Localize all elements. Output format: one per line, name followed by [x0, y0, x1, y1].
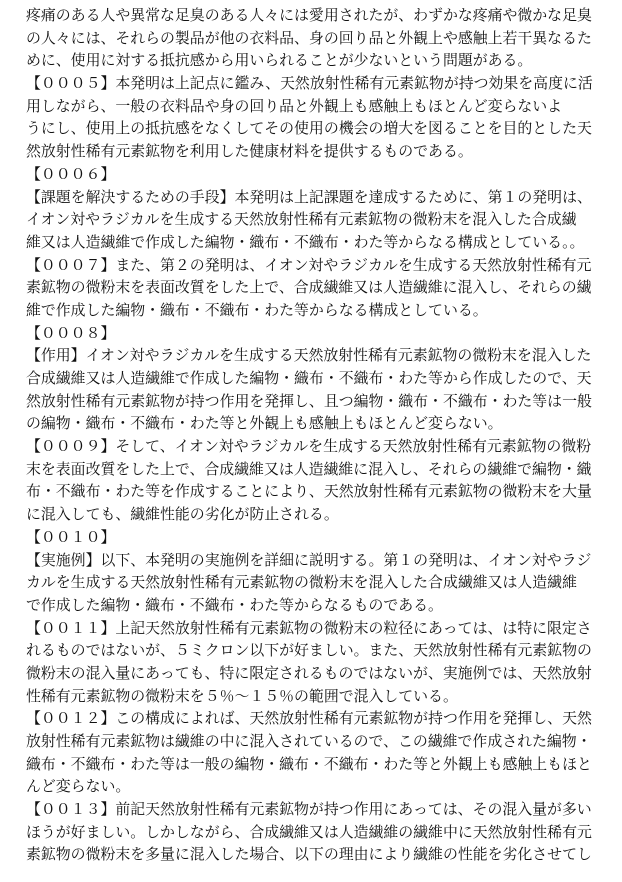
text-line: イオン対やラジカルを生成する天然放射性稀有元素鉱物の微粉末を混入した合成繊	[26, 210, 577, 229]
text-line: 【００１２】この構成によれば、天然放射性稀有元素鉱物が持つ作用を発揮し、天然	[26, 709, 592, 728]
text-line: 微粉末の混入量にあっても、特に限定されるものではないが、実施例では、天然放射	[26, 663, 592, 682]
text-line: 織布・不織布・わた等は一般の編物・織布・不織布・わた等と外観上も感触上もほと	[26, 754, 592, 773]
text-line: 維又は人造繊維で作成した編物・織布・不織布・わた等からなる構成としている。。	[26, 232, 585, 251]
text-line: 【００１３】前記天然放射性稀有元素鉱物が持つ作用にあっては、その混入量が多い	[26, 800, 592, 819]
text-line: 疼痛のある人や異常な足臭のある人々には愛用されたが、わずかな疼痛や微かな足臭	[26, 6, 592, 24]
text-line: めに、使用に対する抵抗感から用いられることが少ないという問題がある。	[26, 51, 533, 70]
text-line: 【課題を解決するための手段】本発明は上記課題を達成するために、第１の発明は、	[26, 187, 592, 206]
text-line: で作成した編物・織布・不織布・わた等からなるものである。	[26, 595, 443, 614]
text-line: 放射性稀有元素鉱物は繊維の中に混入されているので、この繊維で作成された編物・	[26, 732, 592, 750]
text-line: 【０００９】そして、イオン対やラジカルを生成する天然放射性稀有元素鉱物の微粉	[26, 437, 592, 456]
text-line: 末を表面改質をした上で、合成繊維又は人造繊維に混入し、それらの繊維で編物・織	[26, 459, 592, 478]
text-line: 性稀有元素鉱物の微粉末を５％～１５％の範囲で混入している。	[26, 686, 458, 705]
document-body	[26, 4, 610, 866]
paragraph-number: 【００１０】	[26, 527, 116, 546]
paragraph-number: 【０００６】	[26, 164, 116, 183]
text-line: 素鉱物の微粉末を表面改質をした上で、合成繊維又は人造繊維に混入し、それらの繊	[26, 278, 592, 297]
text-line: うにし、使用上の抵抗感をなくしてその使用の機会の増大を図ることを目的とした天	[26, 119, 592, 138]
text-line: 然放射性稀有元素鉱物が持つ作用を発揮し、且つ編物・織布・不織布・わた等は一般	[26, 391, 592, 410]
text-line: 【作用】イオン対やラジカルを生成する天然放射性稀有元素鉱物の微粉末を混入した	[26, 346, 592, 365]
text-line: に混入しても、繊維性能の劣化が防止される。	[26, 505, 339, 524]
text-line: 【実施例】以下、本発明の実施例を詳細に説明する。第１の発明は、イオン対やラジ	[26, 550, 592, 569]
text-line: 合成繊維又は人造繊維で作成した編物・織布・不織布・わた等から作成したので、天	[26, 369, 592, 387]
text-line: カルを生成する天然放射性稀有元素鉱物の微粉末を混入した合成繊維又は人造繊維	[26, 573, 577, 592]
text-line: 【０００５】本発明は上記点に鑑み、天然放射性稀有元素鉱物が持つ効果を高度に活	[26, 74, 593, 93]
text-line: の編物・織布・不織布・わた等と外観上も感触上もほとんど変らない。	[26, 414, 503, 433]
text-line: の人々には、それらの製品が他の衣料品、身の回り品と外観上や感触上若干異なるた	[26, 28, 592, 47]
text-line: 維で作成した編物・織布・不織布・わた等からなる構成としている。	[26, 300, 488, 319]
text-line: んど変らない。	[26, 777, 131, 796]
text-line: 【０００７】また、第２の発明は、イオン対やラジカルを生成する天然放射性稀有元	[26, 255, 592, 274]
text-line: 然放射性稀有元素鉱物を利用した健康材料を提供するものである。	[26, 142, 473, 161]
text-line: ほうが好ましい。しかしながら、合成繊維又は人造繊維の繊維中に天然放射性稀有元	[26, 822, 592, 841]
text-line: れるものではないが、５ミクロン以下が好ましい。また、天然放射性稀有元素鉱物の	[26, 641, 592, 660]
paragraph-number: 【０００８】	[26, 323, 116, 342]
text-line: 素鉱物の微粉末を多量に混入した場合、以下の理由により繊維の性能を劣化させてし	[26, 845, 592, 864]
text-line: 用しながら、一般の衣料品や身の回り品と外観上も感触上もほとんど変らないよ	[26, 96, 563, 115]
text-line: 【００１１】上記天然放射性稀有元素鉱物の微粉末の粒径にあっては、は特に限定さ	[26, 618, 592, 637]
text-line: 布・不織布・わた等を作成することにより、天然放射性稀有元素鉱物の微粉末を大量	[26, 482, 592, 501]
